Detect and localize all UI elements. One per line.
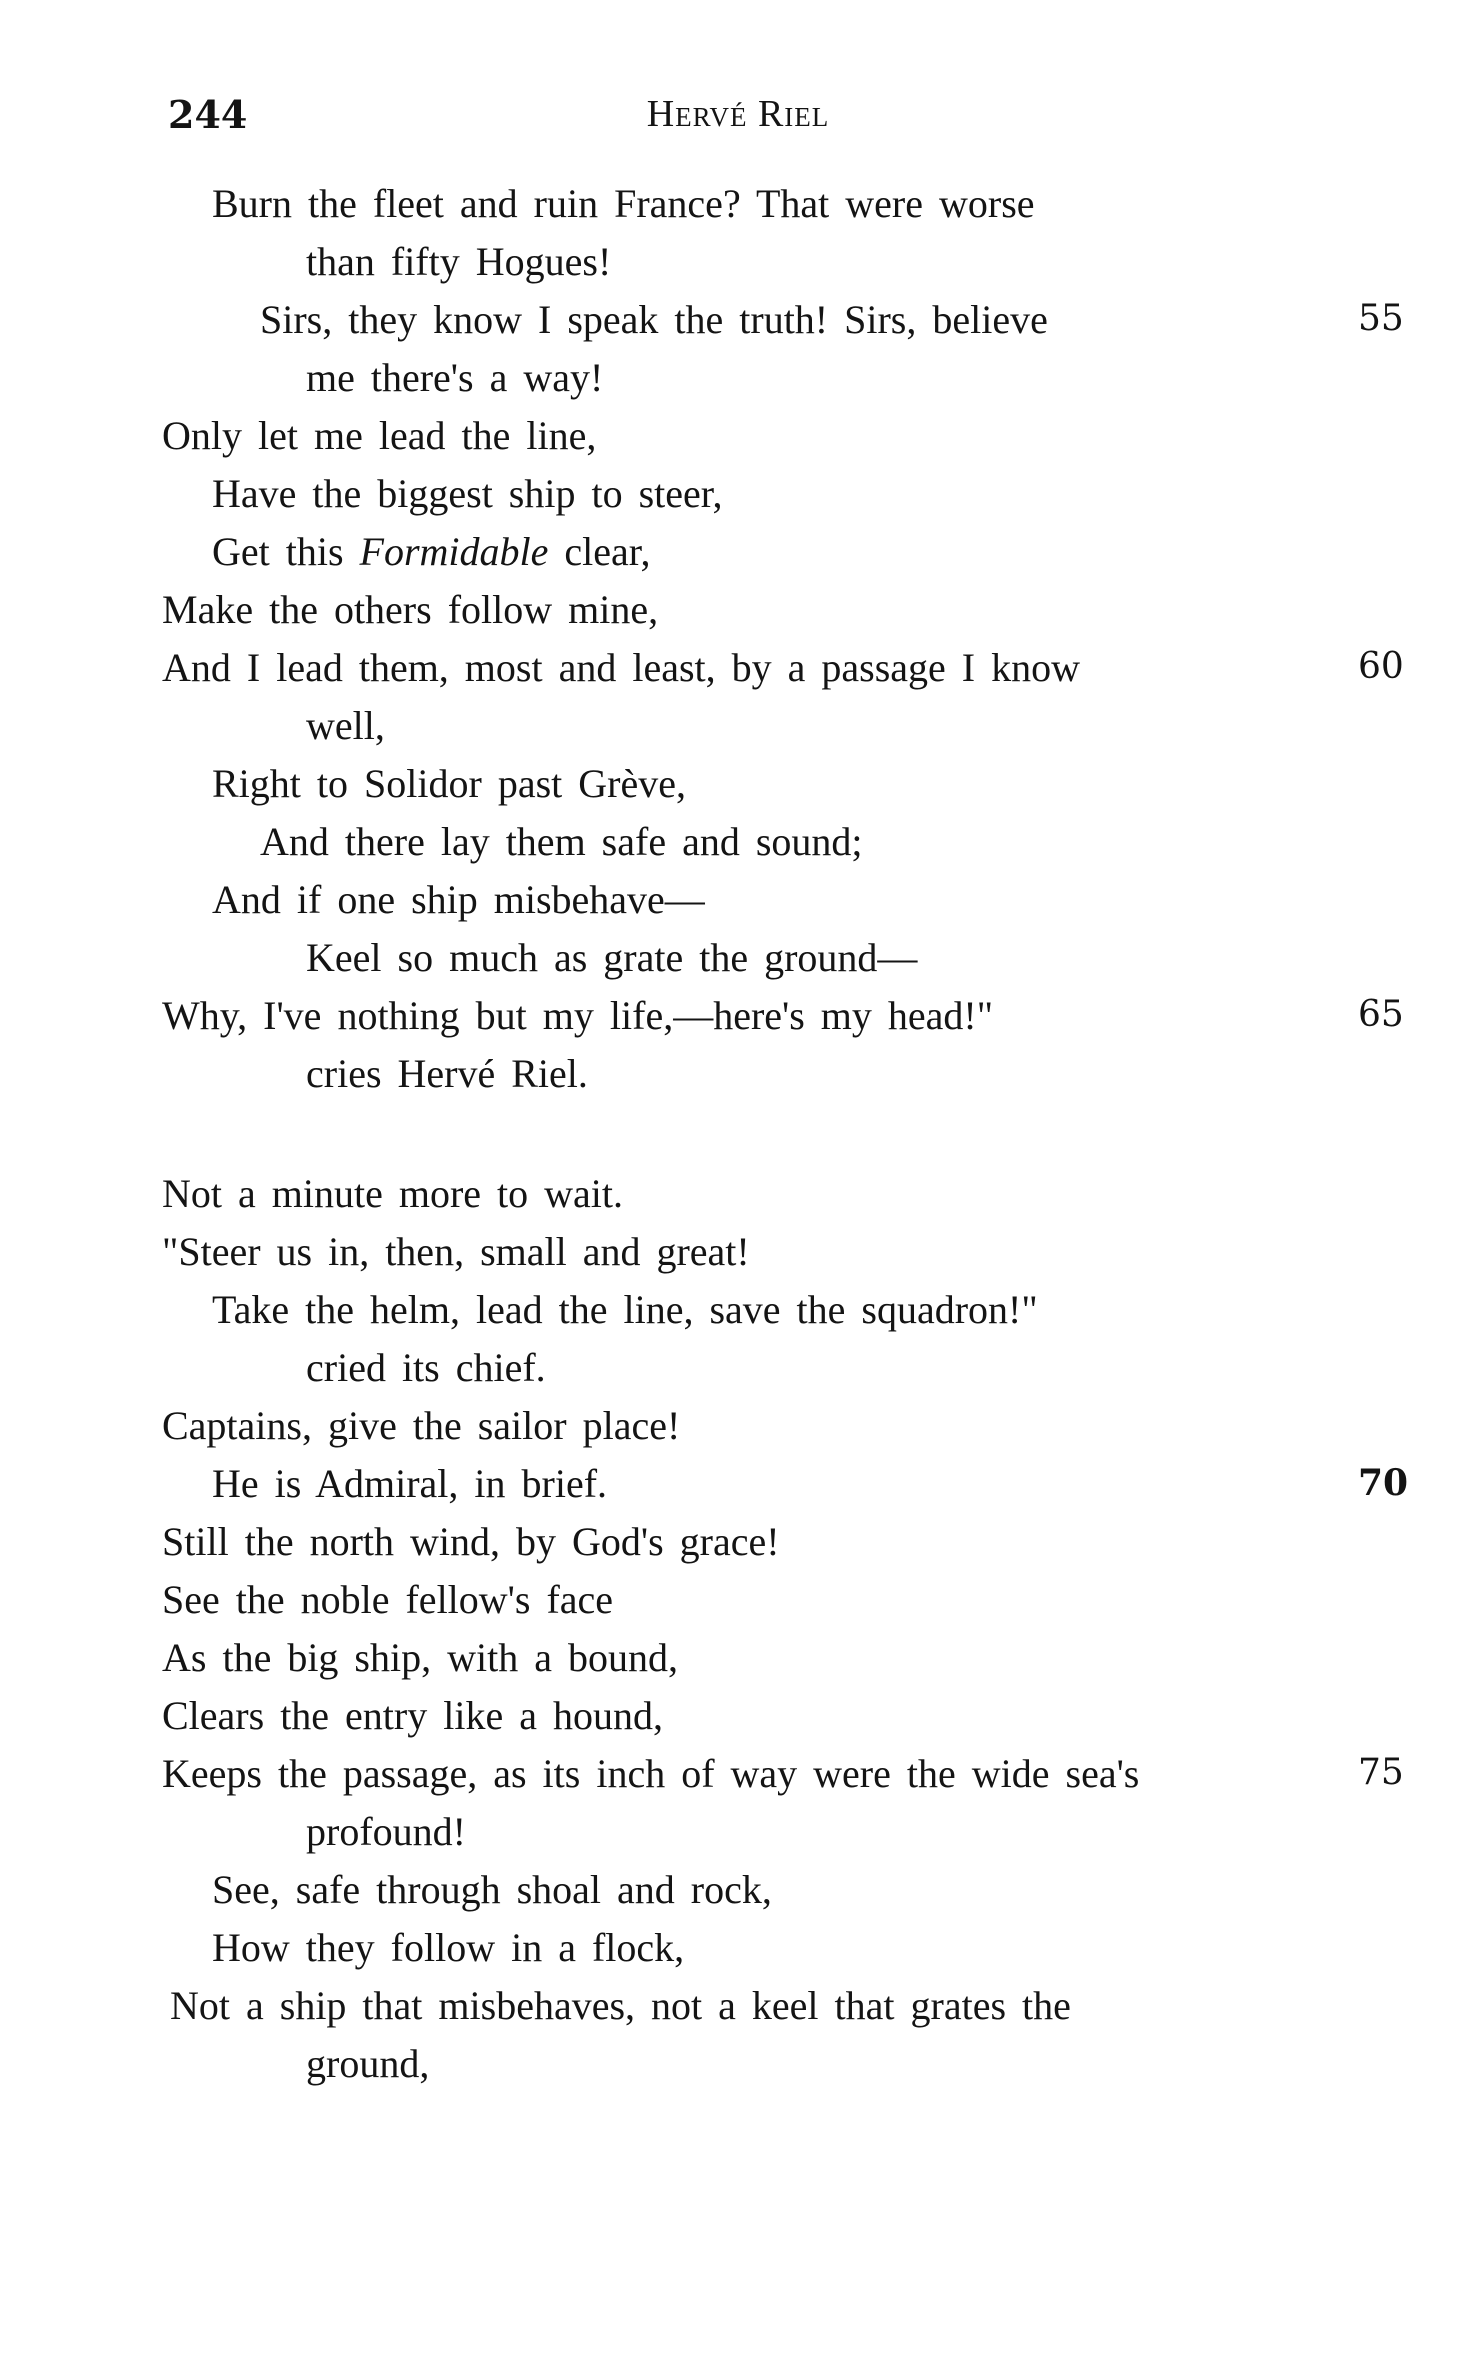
- line-text: profound!: [306, 1809, 466, 1854]
- poem-line: [0, 1634, 1476, 1692]
- ship-name: Formidable: [359, 529, 549, 574]
- poem-line: [0, 528, 1476, 586]
- line-text: "Steer us in, then, small and great!: [162, 1229, 750, 1274]
- poem-line: [0, 354, 1476, 412]
- poem-line: [0, 1460, 1476, 1518]
- line-number: 55: [1358, 298, 1404, 339]
- line-text: Keel so much as grate the ground—: [306, 935, 918, 980]
- poem-line: [0, 296, 1476, 354]
- line-number: 65: [1358, 994, 1404, 1035]
- poem-line: [0, 1750, 1476, 1808]
- poem-line: [0, 1170, 1476, 1228]
- line-text-pre: Get this: [212, 529, 360, 574]
- poem-line: [0, 412, 1476, 470]
- line-text: And if one ship misbehave—: [212, 877, 705, 922]
- page-number: 244: [168, 92, 248, 137]
- line-text: How they follow in a flock,: [212, 1925, 685, 1970]
- line-text: ground,: [306, 2041, 430, 2086]
- poem-line: [0, 1692, 1476, 1750]
- poem-line: [0, 1402, 1476, 1460]
- line-text: Sirs, they know I speak the truth! Sirs, believe: [260, 297, 1048, 342]
- line-text: Only let me lead the line,: [162, 413, 597, 458]
- line-text: well,: [306, 703, 385, 748]
- running-head: Hervé Riel: [646, 93, 830, 135]
- poem-line: [0, 760, 1476, 818]
- line-text: [212, 528, 651, 575]
- line-text: Keeps the passage, as its inch of way were the wide sea's: [162, 1751, 1140, 1796]
- line-text: Not a minute more to wait.: [162, 1171, 624, 1216]
- poem-line: [0, 1344, 1476, 1402]
- line-text: As the big ship, with a bound,: [162, 1635, 678, 1680]
- poem-line: [0, 1518, 1476, 1576]
- line-text: Have the biggest ship to steer,: [212, 471, 723, 516]
- line-text: Burn the fleet and ruin France? That were worse: [212, 181, 1035, 226]
- poem-line: [0, 1982, 1476, 2040]
- poem-line: [0, 1808, 1476, 1866]
- poem-line: [0, 1924, 1476, 1982]
- line-text: Make the others follow mine,: [162, 587, 659, 632]
- poem-line: [0, 180, 1476, 238]
- line-text: cries Hervé Riel.: [306, 1051, 588, 1096]
- line-text: He is Admiral, in brief.: [212, 1461, 608, 1506]
- line-text-post: clear,: [548, 529, 651, 574]
- poem-line: [0, 586, 1476, 644]
- line-text: And there lay them safe and sound;: [260, 819, 863, 864]
- line-text: Clears the entry like a hound,: [162, 1693, 663, 1738]
- poem-line: [0, 1228, 1476, 1286]
- poem-line: [0, 470, 1476, 528]
- line-text: See, safe through shoal and rock,: [212, 1867, 772, 1912]
- poem-line: [0, 1576, 1476, 1634]
- poem-line: [0, 992, 1476, 1050]
- line-text: Captains, give the sailor place!: [162, 1403, 681, 1448]
- poem-line: [0, 1866, 1476, 1924]
- line-number: 70: [1358, 1462, 1409, 1504]
- line-text: Right to Solidor past Grève,: [212, 761, 686, 806]
- line-text: Why, I've nothing but my life,—here's my head!": [162, 993, 994, 1038]
- poem-line: [0, 1286, 1476, 1344]
- poem-line: [0, 876, 1476, 934]
- line-text: Take the helm, lead the line, save the squadron!": [212, 1287, 1038, 1332]
- poem-line: [0, 238, 1476, 296]
- page-header: [0, 92, 1476, 152]
- poem-line: [0, 818, 1476, 876]
- poem-line: [0, 644, 1476, 702]
- line-text: Not a ship that misbehaves, not a keel that grates the: [170, 1983, 1071, 2028]
- line-text: See the noble fellow's face: [162, 1577, 614, 1622]
- poem-line: [0, 2040, 1476, 2098]
- line-text: Still the north wind, by God's grace!: [162, 1519, 780, 1564]
- poem-line: [0, 1050, 1476, 1108]
- line-number: 60: [1358, 646, 1404, 687]
- line-text: me there's a way!: [306, 355, 604, 400]
- line-number: 75: [1358, 1752, 1404, 1793]
- line-text: And I lead them, most and least, by a passage I know: [162, 645, 1081, 690]
- poem-line: [0, 702, 1476, 760]
- line-text: than fifty Hogues!: [306, 239, 612, 284]
- line-text: cried its chief.: [306, 1345, 546, 1390]
- poem-line: [0, 934, 1476, 992]
